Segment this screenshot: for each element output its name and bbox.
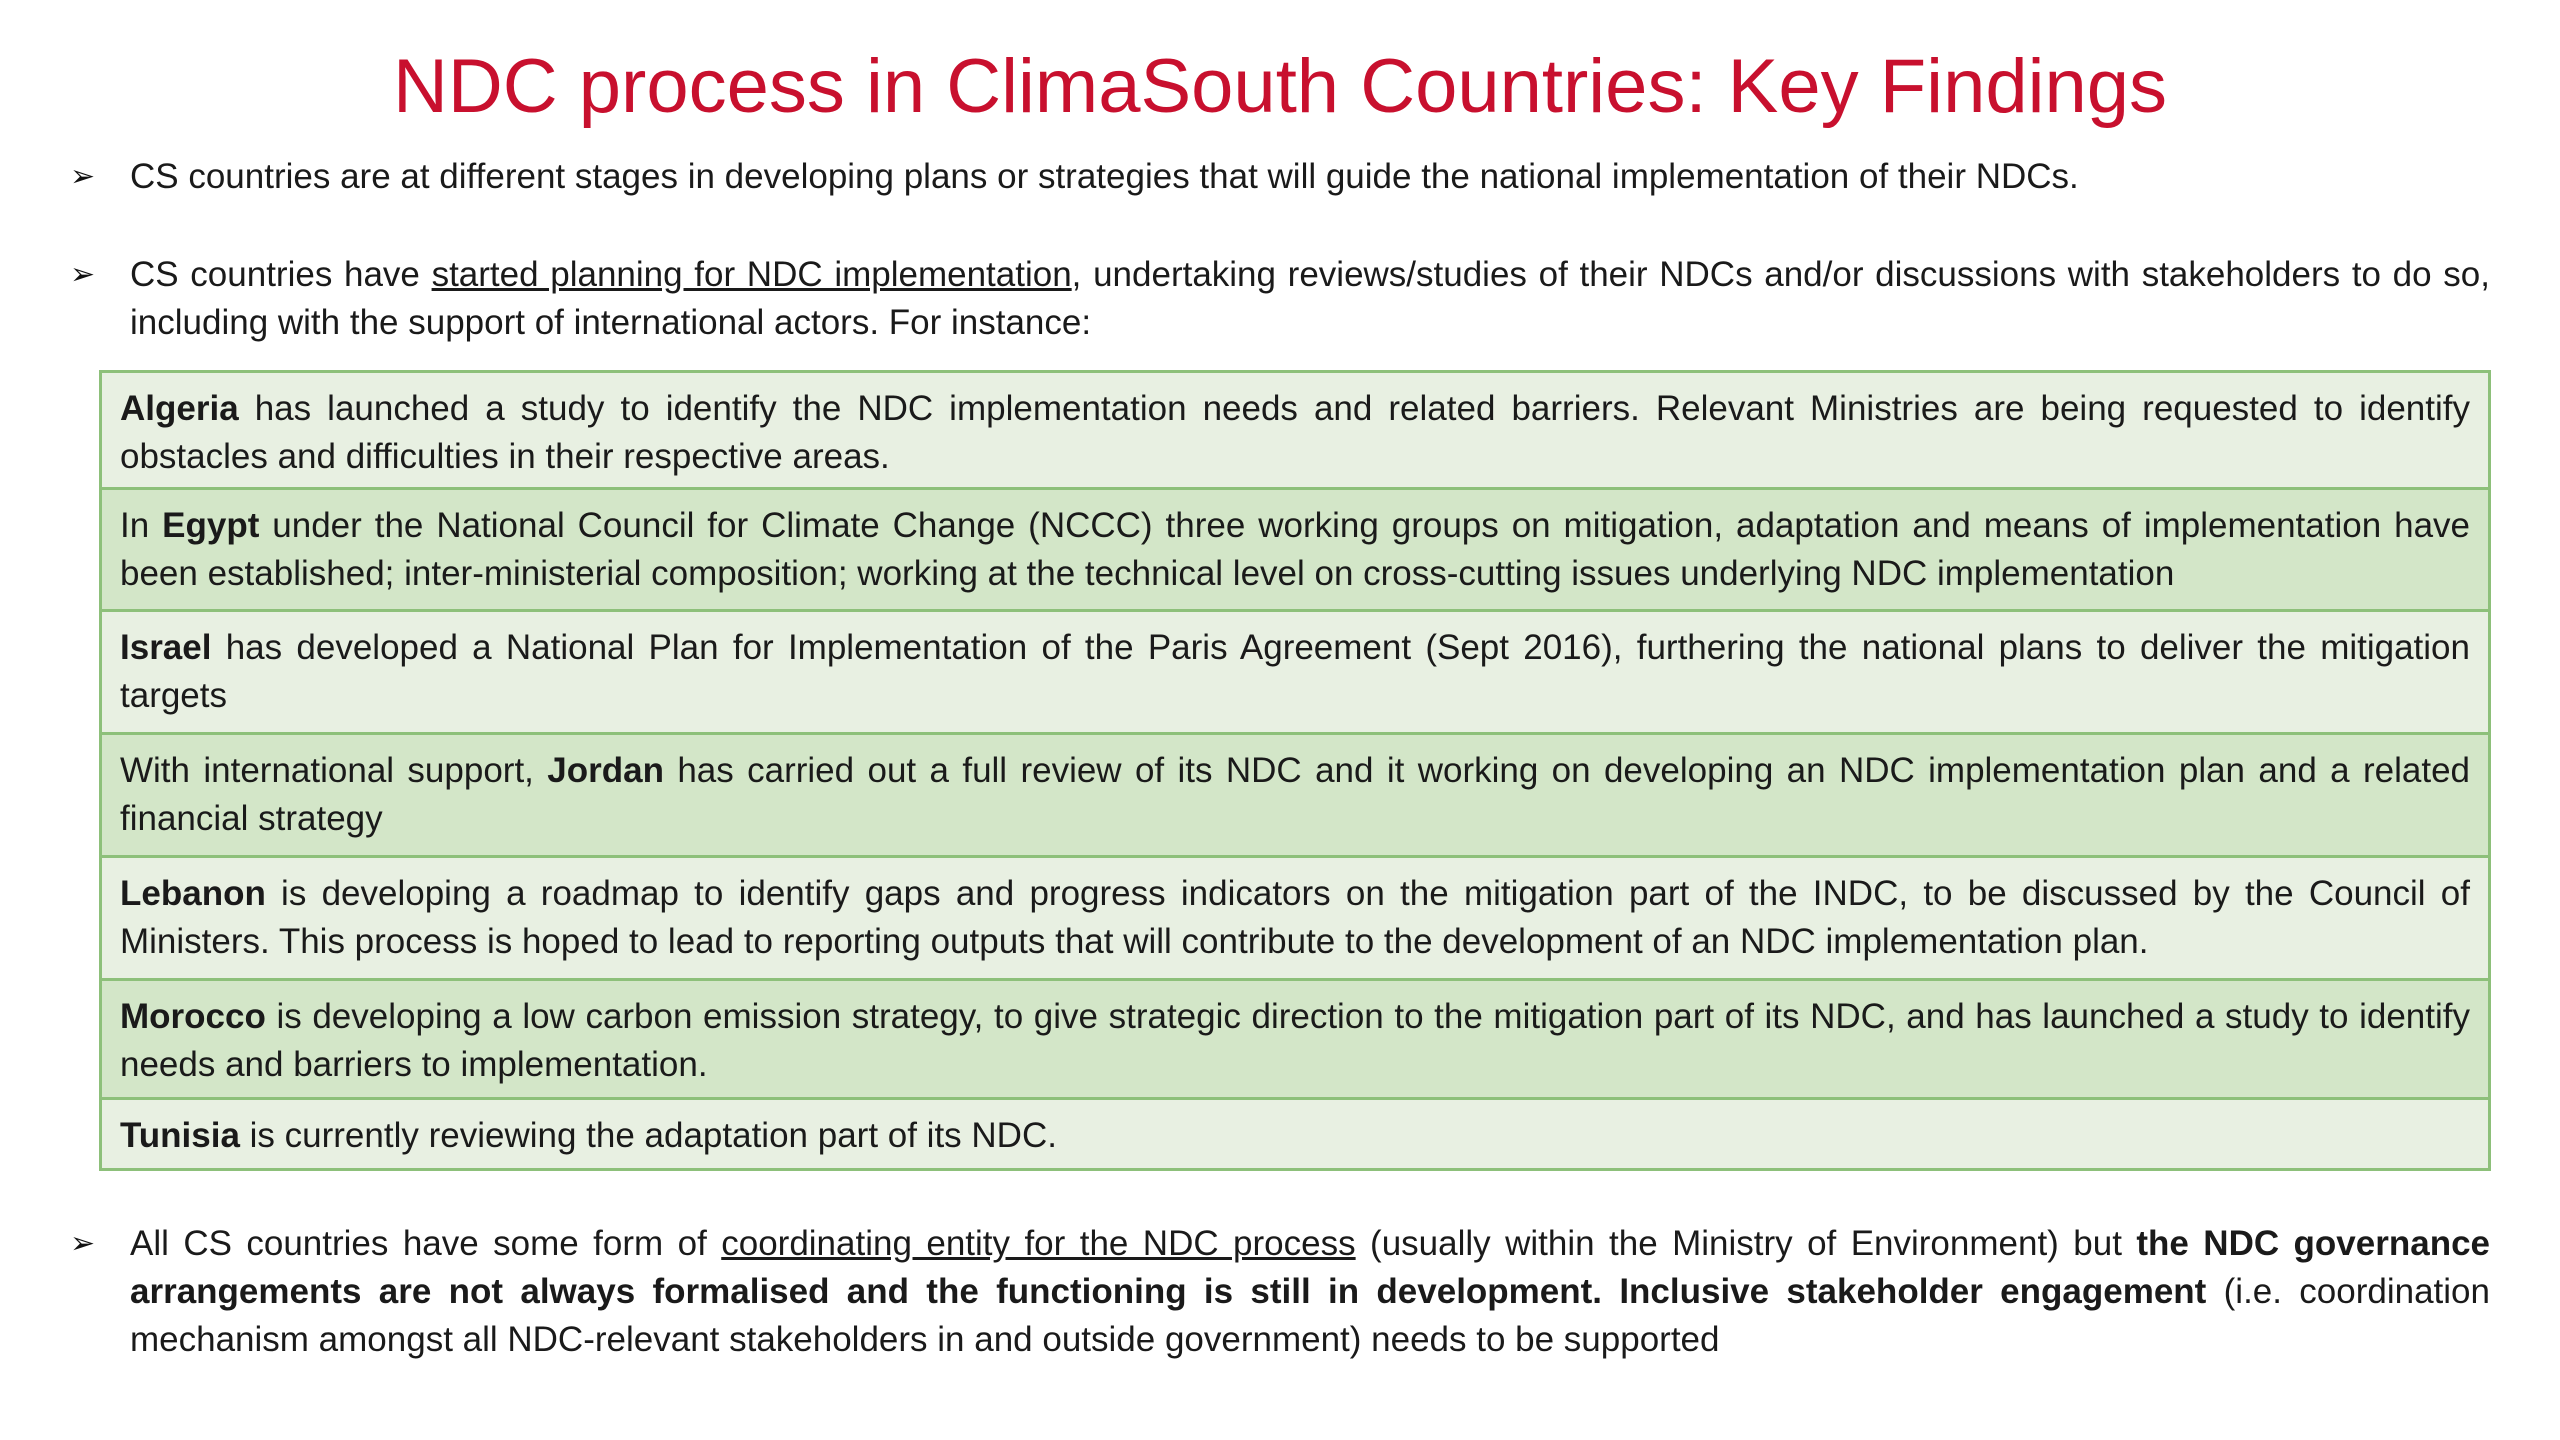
bullet-text-underlined: started planning for NDC implementation [431, 255, 1072, 294]
row-text: has developed a National Plan for Implementation of the Paris Agreement (Sept 2016), furthering the national plans to deliver the mitigation targets [120, 628, 2470, 715]
bullet-text-bold: the NDC governance arrangements are not always formalised and the functioning is still in development. Inclusive stakeholder engagement [130, 1224, 2491, 1311]
bullet-text-underlined: coordinating entity for the NDC process [721, 1224, 1356, 1263]
row-text: under the National Council for Climate Change (NCCC) three working groups on mitigation, adaptation and means of implementation have been established; inter-ministerial composition; working at the technical level on cross-cutting issues underlying NDC implementation [120, 506, 2470, 593]
row-text: is currently reviewing the adaptation part of its NDC. [239, 1116, 1057, 1155]
country-name: Morocco [120, 997, 266, 1036]
bullet-item [70, 153, 2490, 201]
country-name: Egypt [162, 506, 260, 545]
country-name: Algeria [120, 389, 239, 428]
country-row-morocco [102, 981, 2488, 1100]
country-row-egypt [102, 490, 2488, 612]
bullet-text [130, 251, 2490, 347]
bullet-text-plain: CS countries are at different stages in developing plans or strategies that will guide the national implementation of their NDCs. [130, 157, 2079, 196]
arrow-bullet-icon: ➢ [70, 258, 96, 291]
bullet-text-post: (i.e. coordination mechanism amongst all NDC-relevant stakeholders in and outside government) needs to be supported [130, 1272, 2490, 1359]
row-text: has launched a study to identify the NDC implementation needs and related barriers. Relevant Ministries are being requested to identify obstacles and difficulties in their respective areas. [120, 389, 2470, 476]
country-row-lebanon [102, 858, 2488, 981]
country-row-israel [102, 612, 2488, 735]
bullet-item [70, 251, 2490, 347]
country-name: Tunisia [120, 1116, 240, 1155]
country-name: Jordan [547, 751, 664, 790]
bullet-item [70, 1220, 2490, 1364]
bullet-text-post: , undertaking reviews/studies of their NDCs and/or discussions with stakeholders to do so, including with the support of international actors. For instance: [130, 255, 2490, 342]
arrow-bullet-icon: ➢ [70, 160, 96, 193]
country-findings-table [99, 370, 2491, 1171]
bullet-text [130, 1220, 2490, 1364]
country-row-tunisia [102, 1100, 2488, 1168]
arrow-bullet-icon: ➢ [70, 1227, 96, 1260]
bullet-text-pre: All CS countries have some form of [130, 1224, 722, 1263]
row-text: is developing a roadmap to identify gaps and progress indicators on the mitigation part of the INDC, to be discussed by the Council of Ministers. This process is hoped to lead to reporting outputs that will contribute to the development of an NDC implementation plan. [120, 874, 2470, 961]
country-row-algeria [102, 373, 2488, 490]
row-pre: With international support, [120, 751, 548, 790]
country-row-jordan [102, 735, 2488, 858]
page-title: NDC process in ClimaSouth Countries: Key Findings [392, 44, 2168, 129]
row-pre: In [120, 506, 163, 545]
country-name: Lebanon [120, 874, 266, 913]
row-text: is developing a low carbon emission strategy, to give strategic direction to the mitigation part of its NDC, and has launched a study to identify needs and barriers to implementation. [120, 997, 2470, 1084]
bullet-text-pre: CS countries have [130, 255, 432, 294]
country-name: Israel [120, 628, 212, 667]
bullet-text-mid: (usually within the Ministry of Environment) but [1355, 1224, 2137, 1263]
row-text: has carried out a full review of its NDC and it working on developing an NDC implementation plan and a related financial strategy [120, 751, 2471, 838]
bullet-text [130, 153, 2490, 201]
